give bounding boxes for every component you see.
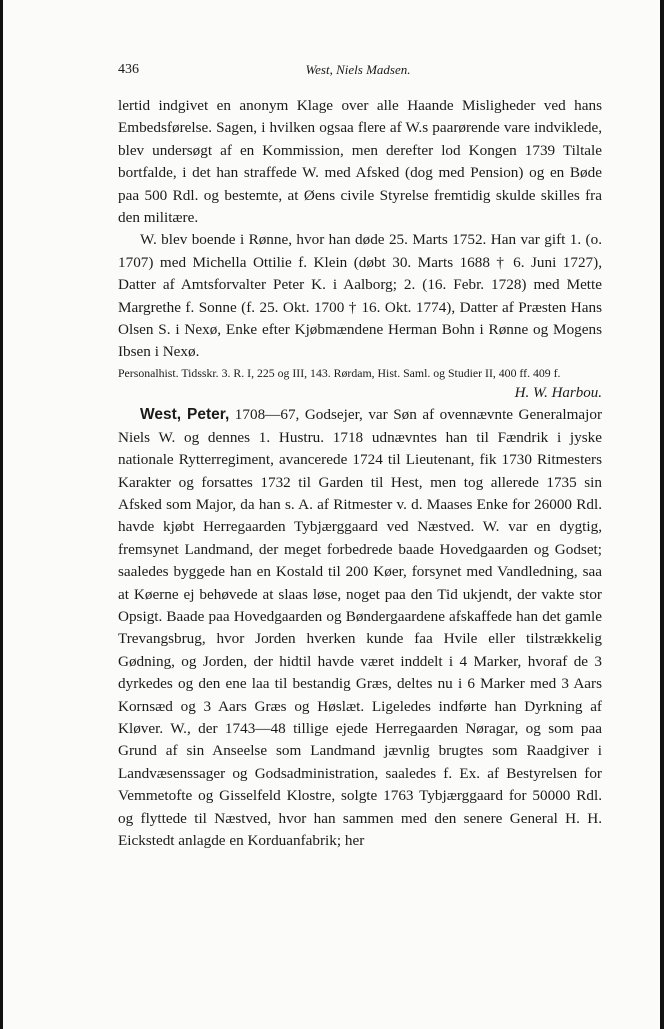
- author-signature: H. W. Harbou.: [514, 384, 602, 401]
- scan-border-left: [0, 0, 3, 1029]
- entry-headword: West, Peter,: [140, 406, 230, 424]
- running-title: West, Niels Madsen.: [305, 62, 411, 77]
- page-number: 436: [118, 62, 139, 77]
- continuation-paragraph: lertid indgivet en anonym Klage over alle Haande Misligheder ved hans Embedsførelse. Sagen, i hvilken ogsaa flere af W.s paarørende vare indviklede, blev undersøgt af en Kommission, men derefter lod Kongen 1739 Tiltale bortfalde, i det han straffede W. med Afsked (dog med Pension) og en Bøde paa 500 Rdl. og bestemte, at Øens civile Styrelse fremtidig skulde skilles fra den militære.: [118, 97, 602, 227]
- page-header: [118, 62, 598, 84]
- references: Personalhist. Tidsskr. 3. R. I, 225 og III, 143. Rørdam, Hist. Saml. og Studier II, 400 ff. 409 f.: [118, 365, 561, 380]
- biography-entry: [118, 404, 602, 852]
- entry-text: 1708—67, Godsejer, var Søn af ovennævnte Generalmajor Niels W. og dennes 1. Hustru. 1718 udnævntes han til Fændrik i jyske nationale Rytterregiment, avancerede 1724 til Lieutenant, fik 1730 Ritmesters Karakter og forsattes 1732 til Garden til Hest, men tog allerede 1735 sin Afsked som Major, da han s. A. af Ritmester v. d. Maases Enke for 26000 Rdl. havde kjøbt Herregaarden Tybjærggaard ved Næstved. W. var en dygtig, fremsynet Landmand, der meget forbedrede baade Hovedgaarden og Godset; saaledes byggede han en Kostald til 200 Køer, forsynet med Vandledning, saa at Køerne ej behøvede at slaas løse, noget paa den Tid ukjendt, der vakte stor Opsigt. Baade paa Hovedgaarden og Bøndergaardene afskaffede han det gamle Trevangsbrug, hvor Jorden hverken kunde faa Hvile eller tilstrækkelig Gødning, og Jorden, der hidtil havde været inddelt i 4 Marker, hvoraf de 3 dyrkedes og den ene laa til bestandig Græs, deltes nu i 6 Marker med 3 Aars Kornsæd og 3 Aars Græs og Høslæt. Ligeledes indførte han Dyrkning af Kløver. W., der 1743—48 tillige ejede Herregaarden Nøragar, og som paa Grund af sin Anseelse som Landmand jævnlig brugtes som Raadgiver i Landvæsenssager og Godsadministration, saaledes f. Ex. af Bestyrelsen for Vemmetofte og Gisselfeld Klostre, solgte 1763 Tybjærggaard for 50000 Rdl. og flyttede til Næstved, hvor han sammen med den senere General H. H. Eickstedt anlagde en Korduanfabrik; her: [118, 406, 603, 849]
- marriage-paragraph: W. blev boende i Rønne, hvor han døde 25. Marts 1752. Han var gift 1. (o. 1707) med Michella Ottilie f. Klein (døbt 30. Marts 1688 † 6. Juni 1727), Datter af Amtsforvalter Peter K. i Aalborg; 2. (16. Febr. 1728) med Mette Margrethe f. Sonne (f. 25. Okt. 1700 † 16. Okt. 1774), Datter af Præsten Hans Olsen S. i Nexø, Enke efter Kjøbmændene Herman Bohn i Rønne og Mogens Ibsen i Nexø.: [118, 231, 602, 361]
- body-text: [118, 95, 602, 852]
- scan-border-right: [660, 0, 664, 1029]
